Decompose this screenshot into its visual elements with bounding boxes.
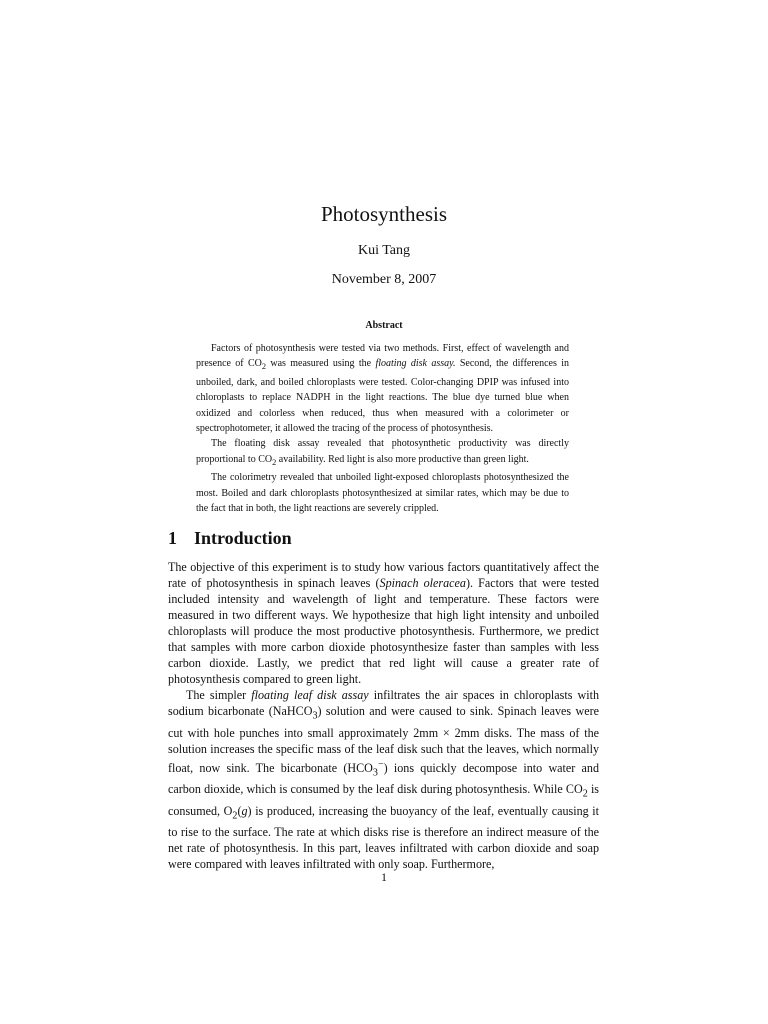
section-title: Introduction	[194, 528, 292, 548]
text-run: The colorimetry revealed that unboiled light-exposed chloroplasts photosynthesized the most. Boiled and dark chloroplasts photosynthesized at similar rates, which may be due to the fact that in both, the light reactions are severely crippled.	[196, 472, 569, 515]
text-run: was measured using the	[266, 358, 376, 370]
text-run: floating disk assay.	[375, 358, 456, 370]
text-run: The simpler	[186, 688, 252, 703]
text-run: The objective of this experiment is to study how various factors quantitatively affect the rate of photosynthesis in spinach leaves (	[168, 560, 599, 591]
text-run: Factors of photosynthesis were tested via two methods. First, effect of wavelength and presence of CO	[196, 343, 569, 370]
text-run: 3	[312, 710, 318, 722]
text-run: ). Factors that were tested included intensity and wavelength of light and temperature. These factors were measured in two different ways. We hypothesize that high light intensity and unboiled chloroplasts will produce the most productive photosynthesis. Furthermore, we predict that samples with more carbon dioxide photosynthesize faster than samples with less carbon dioxide. Lastly, we predict that red light will cause a greater rate of photosynthesis compared to green light.	[168, 576, 600, 687]
section-heading	[168, 528, 292, 549]
text-run: ) ions quickly decompose into water and carbon dioxide, which is consumed by the leaf disk during photosynthesis. While CO	[168, 761, 599, 797]
abstract-paragraph	[196, 470, 569, 516]
text-run: 2	[261, 362, 267, 372]
text-run: floating leaf disk assay	[251, 688, 369, 703]
text-run: ) solution and were caused to sink. Spinach leaves were cut with hole punches into small approximately 2mm × 2mm disks. The mass of the solution increases the specific mass of the leaf disk such that the leaves, which normally float, now sink. The bicarbonate (HCO	[168, 704, 599, 775]
text-run: 2	[232, 810, 238, 822]
text-run: 3	[372, 767, 378, 779]
text-run: availability. Red light is also more productive than green light.	[276, 453, 529, 465]
text-run: (	[237, 803, 242, 818]
abstract-paragraph	[196, 436, 569, 470]
body-text	[168, 559, 599, 873]
paper-title: Photosynthesis	[320, 202, 448, 226]
page-number: 1	[381, 870, 387, 884]
text-run: ) is produced, increasing the buoyancy of the leaf, eventually causing it to rise to the surface. The rate at which disks rise is therefore an indirect measure of the net rate of photosynthesis. In this part, leaves infiltrated with carbon dioxide and soap were compared with leaves infiltrated with only soap. Furthermore,	[168, 803, 599, 872]
text-run: is consumed, O	[168, 782, 600, 818]
abstract-heading: Abstract	[365, 320, 403, 331]
author-name: Kui Tang	[357, 243, 411, 258]
text-run: Second, the differences in unboiled, dark, and boiled chloroplasts were tested. Color-changing DPIP was infused into chloroplasts to replace NADPH in the light reactions. The blue dye turned blue when oxidized and colorless when reduced, thus when measured with a colorimeter or spectrophotometer, it allowed the tracing of the process of photosynthesis.	[196, 358, 569, 435]
text-run: The floating disk assay revealed that photosynthetic productivity was directly proportional to CO	[196, 438, 569, 465]
text-run: 2	[272, 457, 277, 467]
body-paragraph	[168, 559, 599, 687]
text-run: 2	[582, 788, 588, 800]
publication-date: November 8, 2007	[331, 272, 437, 287]
abstract-paragraph	[196, 341, 569, 436]
section-number: 1	[168, 528, 177, 548]
abstract-text	[196, 341, 569, 516]
text-run: −	[377, 758, 384, 770]
text-run: Spinach oleracea	[379, 576, 466, 591]
text-run: infiltrates the air spaces in chloroplasts with sodium bicarbonate (NaHCO	[168, 688, 599, 719]
body-paragraph	[168, 687, 599, 872]
text-run: g	[241, 803, 248, 818]
